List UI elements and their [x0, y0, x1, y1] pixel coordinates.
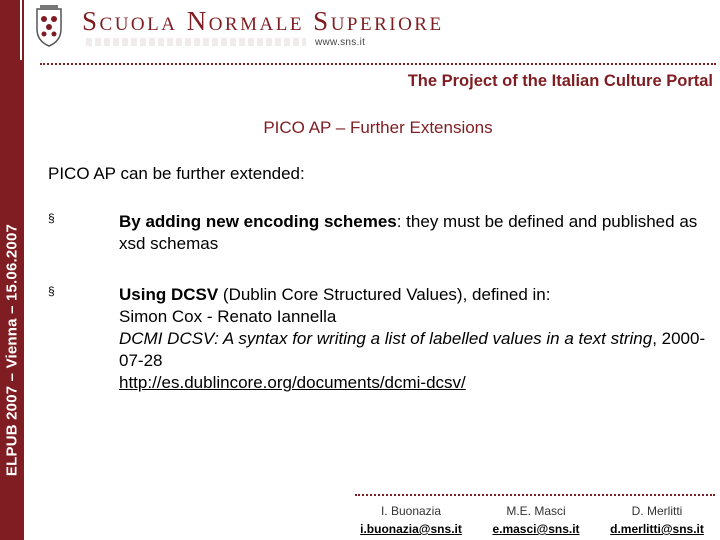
bullet-bold: Using DCSV [119, 285, 219, 304]
author-buonazia [346, 502, 476, 538]
header-title: Scuola Normale Superiore [82, 6, 444, 36]
bullet-marker: § [48, 284, 55, 298]
footer-divider [355, 494, 715, 496]
bullet-bold: By adding new encoding schemes [119, 212, 397, 231]
author-masci [477, 502, 595, 538]
bullet-marker: § [48, 211, 55, 225]
intro-text: PICO AP can be further extended: [48, 164, 305, 183]
citation-title: DCMI DCSV: A syntax for writing a list of labelled values in a text string [119, 329, 653, 348]
author-email-link[interactable]: i.buonazia@sns.it [360, 522, 462, 536]
dcsv-link[interactable]: http://es.dublincore.org/documents/dcmi-dcsv/ [119, 373, 466, 392]
citation-authors: Simon Cox - Renato Iannella [119, 307, 337, 326]
project-title: The Project of the Italian Culture Portal [407, 72, 713, 90]
university-crest-icon [34, 5, 64, 47]
header-url: www.sns.it [315, 37, 366, 48]
conference-label: ELPUB 2007 – Vienna – 15.06.2007 [3, 223, 21, 477]
citation-date: , 2000-07-28 [119, 329, 706, 370]
section-title: PICO AP – Further Extensions [263, 118, 493, 137]
author-merlitti [597, 502, 717, 538]
author-name: M.E. Masci [506, 504, 566, 518]
bullet-rest: : they must be defined and published as xsd schemas [119, 212, 698, 253]
author-name: D. Merlitti [631, 504, 683, 518]
header-decoration [86, 38, 306, 46]
author-email-link[interactable]: e.masci@sns.it [492, 522, 580, 536]
side-stripe [20, 0, 22, 60]
author-email-link[interactable]: d.merlitti@sns.it [610, 522, 704, 536]
bullet-rest: (Dublin Core Structured Values), defined in: [218, 285, 551, 304]
header-divider [40, 63, 716, 65]
side-band [0, 0, 24, 540]
bullet-text [119, 284, 719, 394]
bullet-text [119, 211, 719, 255]
author-name: I. Buonazia [380, 504, 442, 518]
